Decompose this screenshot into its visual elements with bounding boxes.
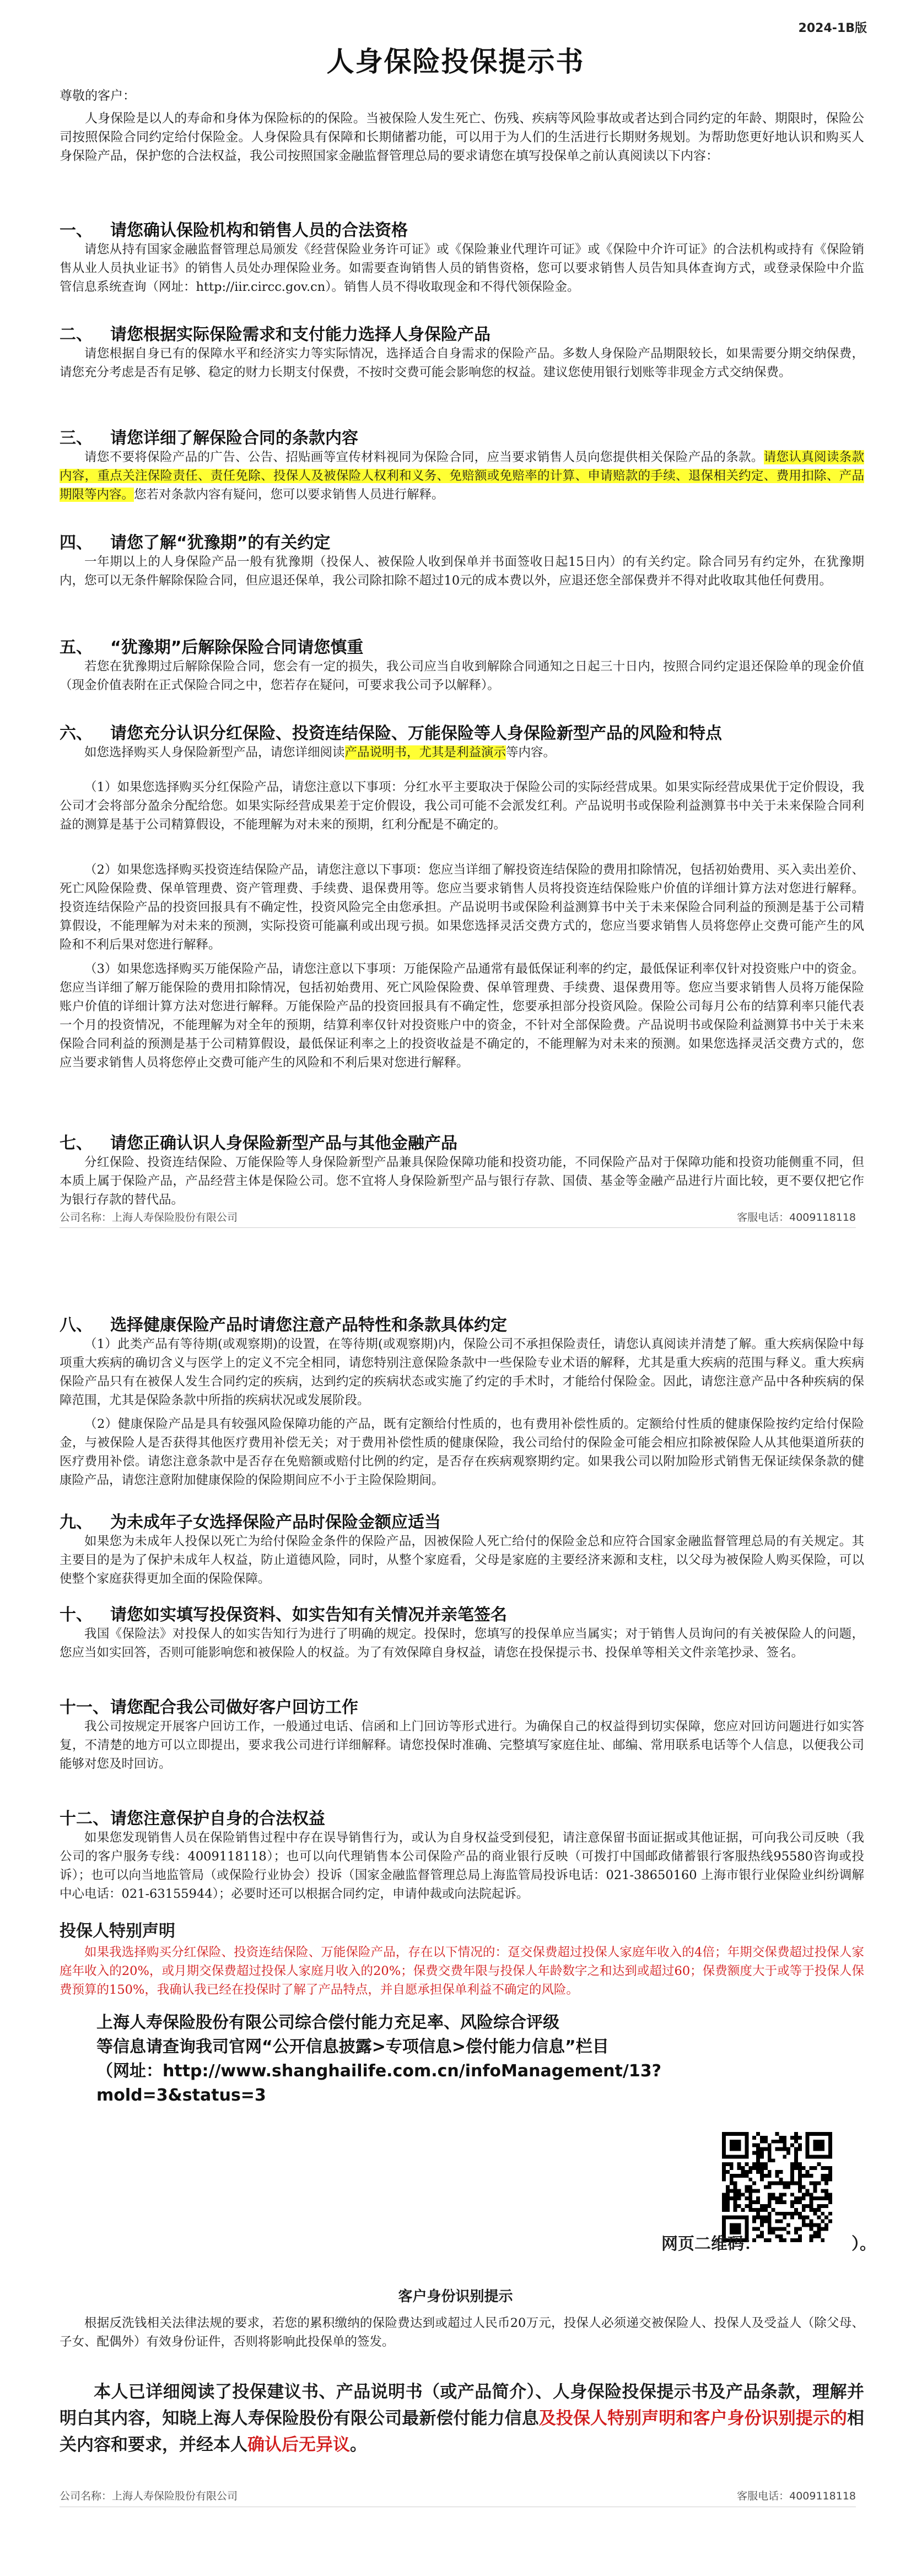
section-6-heading: 六、 请您充分认识分红保险、投资连结保险、万能保险等人身保险新型产品的风险和特点 [60,724,722,743]
section-7-text: 分红保险、投资连结保险、万能保险等人身保险新型产品兼具保险保障功能和投资功能，不同保险产品对于保障功能和投资功能侧重不同，但本质上属于保险产品，产品经营主体是保险公司。您不宜将人身保险新型产品与银行存款、国债、基金等金融产品进行片面比较，更不要仅把它作为银行存款的替代品。 [60,1155,864,1207]
section-1-text: 请您从持有国家金融监督管理总局颁发《经营保险业务许可证》或《保险兼业代理许可证》或《保险中介许可证》的合法机构或持有《保险销售从业人员执业证书》的销售人员处办理保险业务。如需要查询销售人员的销售资格，您可以要求销售人员告知具体查询方式，或登录保险中介监管信息系统查询（网址：http://iir.circc.gov.cn）。销售人员不得收取现金和不得代领保险金。 [60,242,864,294]
highlighted-clause-text: 请您认真阅读条款内容，重点关注保险责任、责任免除、投保人及被保险人权利和义务、免赔额或免赔率的计算、申请赔款的手续、退保相关约定、费用扣除、产品期限等内容。 [60,450,864,502]
section-6-item-1: （1）如果您选择购买分红保险产品，请您注意以下事项：分红水平主要取决于保险公司的实际经营成果。如果实际经营成果优于定价假设，我公司才会将部分盈余分配给您。如果实际经营成果差于定价假设，我公司可能不会派发红利。产品说明书或保险利益测算书中关于未来保险合同利益的测算是基于公司精算假设，不能理解为对未来的预期，红利分配是不确定的。 [60,780,864,832]
section-12-text: 如果您发现销售人员在保险销售过程中存在误导销售行为，或认为自身权益受到侵犯，请注意保留书面证据或其他证据，可向我公司反映（我公司的客户服务专线：4009118118）；也可以向代理销售本公司保险产品的商业银行反映（可拨打中国邮政储蓄银行客服热线95580咨询或投诉）；也可以向当地监管局（或保险行业协会）投诉（国家金融监督管理总局上海监管局投诉电话：021-38650160 上海市银行业保险业纠纷调解中心电话：021-63155944）；必要时还可以根据合同约定，申请仲裁或向法院起诉。 [60,1831,864,1901]
page-title: 人身保险投保提示书 [326,45,585,78]
section-8-heading: 八、 选择健康保险产品时请您注意产品特性和条款具体约定 [60,1316,507,1335]
solvency-url[interactable]: （网址：http://www.shanghailife.com.cn/infoManagement/13?mold=3&status=3 [96,2061,661,2105]
section-5-text: 若您在犹豫期过后解除保险合同，您会有一定的损失，我公司应当自收到解除合同通知之日起三十日内，按照合同约定退还保险单的现金价值（现金价值表附在正式保险合同之中，您若存在疑问，可要求我公司予以解释）。 [60,659,864,692]
customer-id-heading: 客户身份识别提示 [398,2288,513,2305]
closing-statement: 本人已详细阅读了投保建议书、产品说明书（或产品简介）、人身保险投保提示书及产品条款，理解并明白其内容，知晓上海人寿保险股份有限公司最新偿付能力信息及投保人特别声明和客户身份识别提示的相关内容和要求，并经本人确认后无异议。 [60,2382,865,2455]
section-3-heading: 三、 请您详细了解保险合同的条款内容 [60,429,358,448]
section-1-heading: 一、 请您确认保险机构和销售人员的合法资格 [60,221,408,240]
special-declaration-heading: 投保人特别声明 [60,1922,175,1941]
footer-hotline: 客服电话：4009118118 [737,2490,856,2502]
section-11-heading: 十一、请您配合我公司做好客户回访工作 [60,1698,358,1717]
section-2-text: 请您根据自身已有的保障水平和经济实力等实际情况，选择适合自身需求的保险产品。多数人身保险产品期限较长，如果需要分期交纳保费，请您充分考虑是否有足够、稳定的财力长期支付保费，不按时交费可能会影响您的权益。建议您使用银行划账等非现金方式交纳保费。 [60,347,864,380]
section-5-heading: 五、 “犹豫期”后解除保险合同请您慎重 [60,638,364,657]
page-divider [60,1227,856,1228]
salutation: 尊敬的客户： [60,89,136,103]
version-label: 2024-1B版 [798,21,867,35]
solvency-line-1: 上海人寿保险股份有限公司综合偿付能力充足率、风险综合评级 [96,2013,559,2032]
intro-paragraph: 人身保险是以人的寿命和身体为保险标的的保险。当被保险人发生死亡、伤残、疾病等风险事故或者达到合同约定的年龄、期限时，保险公司按照保险合同约定给付保险金。人身保险具有保障和长期储蓄功能，可以用于为人们的生活进行长期财务规划。为帮助您更好地认识和购买人身保险产品，保护您的合法权益，我公司按照国家金融监督管理总局的要求请您在填写投保单之前认真阅读以下内容： [60,111,864,163]
section-9-heading: 九、 为未成年子女选择保险产品时保险金额应适当 [60,1513,441,1532]
section-9-text: 如果您为未成年人投保以死亡为给付保险金条件的保险产品，因被保险人死亡给付的保险金总和应符合国家金融监督管理总局的有关规定。其主要目的是为了保护未成年人权益，防止道德风险，同时，从整个家庭看，父母是家庭的主要经济来源和支柱，以父母为被保险人购买保险，可以使整个家庭获得更加全面的保险保障。 [60,1534,864,1586]
section-6-item-2: （2）如果您选择购买投资连结保险产品，请您注意以下事项：您应当详细了解投资连结保险的费用扣除情况，包括初始费用、买入卖出差价、死亡风险保险费、保单管理费、资产管理费、手续费、退保费用等。您应当要求销售人员将投资连结保险账户价值的详细计算方法对您进行解释。投资连结保险产品的投资回报具有不确定性，投资风险完全由您承担。产品说明书或保险利益测算书中关于未来保险合同利益的预测是基于公司精算假设，不能理解为对未来的预测，实际投资可能赢利或出现亏损。如果您选择灵活交费方式的，您应当要求销售人员将您停止交费可能产生的风险和不利后果对您进行解释。 [60,863,864,952]
section-3-text: 请您不要将保险产品的广告、公告、招贴画等宣传材料视同为保险合同，应当要求销售人员向您提供相关保险产品的条款。请您认真阅读条款内容，重点关注保险责任、责任免除、投保人及被保险人权利和义务、免赔额或免赔率的计算、申请赔款的手续、退保相关约定、费用扣除、产品期限等内容。您若对条款内容有疑问，您可以要求销售人员进行解释。 [60,450,864,502]
qr-code[interactable] [722,2132,832,2242]
section-6-text: 如您选择购买人身保险新型产品，请您详细阅读产品说明书，尤其是利益演示等内容。 [84,745,556,760]
section-4-heading: 四、 请您了解“犹豫期”的有关约定 [60,533,331,553]
qr-code-suffix: ）。 [851,2234,876,2254]
footer-hotline: 客服电话：4009118118 [737,1211,856,1224]
section-7-heading: 七、 请您正确认识人身保险新型产品与其他金融产品 [60,1134,457,1153]
footer-company: 公司名称：上海人寿保险股份有限公司 [60,2490,238,2502]
section-12-heading: 十二、请您注意保护自身的合法权益 [60,1809,325,1828]
page-footer-1 [60,1209,856,1224]
section-8-item-2: （2）健康保险产品是具有较强风险保障功能的产品，既有定额给付性质的，也有费用补偿性质的。定额给付性质的健康保险按约定给付保险金，与被保险人是否获得其他医疗费用补偿无关；对于费用补偿性质的健康保险，我公司给付的保险金可能会相应扣除被保险人从其他渠道所获的医疗费用补偿。请您注意条款中是否存在免赔额或赔付比例的约定，是否存在疾病观察期约定。如果我公司以附加险形式销售无保证续保条款的健康险产品，请您注意附加健康保险的保险期间应不小于主险保险期间。 [60,1417,864,1487]
highlighted-demo-text: 产品说明书，尤其是利益演示 [344,745,506,760]
section-2-heading: 二、 请您根据实际保险需求和支付能力选择人身保险产品 [60,325,490,344]
qr-code-label: 网页二维码： [661,2234,761,2254]
footer-company: 公司名称：上海人寿保险股份有限公司 [60,1211,238,1224]
section-8-item-1: （1）此类产品有等待期(或观察期)的设置，在等待期(或观察期)内，保险公司不承担保险责任，请您认真阅读并清楚了解。重大疾病保险中每项重大疾病的确切含义与医学上的定义不完全相同，请您特别注意保险条款中一些保险专业术语的解释，尤其是重大疾病的范围与释义。重大疾病保险产品只有在被保人发生合同约定的疾病，达到约定的疾病状态或实施了约定的手术时，才能给付保险金。因此，请您注意产品中各种疾病的保障范围，尤其是保险条款中所指的疾病状况或发展阶段。 [60,1337,864,1408]
section-10-text: 我国《保险法》对投保人的如实告知行为进行了明确的规定。投保时，您填写的投保单应当属实；对于销售人员询问的有关被保险人的问题，您应当如实回答，否则可能影响您和被保险人的权益。为了有效保障自身权益，请您在投保提示书、投保单等相关文件亲笔抄录、签名。 [60,1627,864,1660]
customer-id-text: 根据反洗钱相关法律法规的要求，若您的累积缴纳的保险费达到或超过人民币20万元，投保人必须递交被保险人、投保人及受益人（除父母、子女、配偶外）有效身份证件，否则将影响此投保单的签发。 [60,2316,864,2349]
section-4-text: 一年期以上的人身保险产品一般有犹豫期（投保人、被保险人收到保单并书面签收日起15日内）的有关约定。除合同另有约定外，在犹豫期内，您可以无条件解除保险合同，但应退还保单，我公司除扣除不超过10元的成本费以外，应退还您全部保费并不得对此收取其他任何费用。 [60,555,864,588]
solvency-line-2: 等信息请查询我司官网“公开信息披露>专项信息>偿付能力信息”栏目 [96,2037,609,2057]
section-10-heading: 十、 请您如实填写投保资料、如实告知有关情况并亲笔签名 [60,1605,507,1625]
special-declaration-text: 如果我选择购买分红保险、投资连结保险、万能保险产品，存在以下情况的：趸交保费超过投保人家庭年收入的4倍；年期交保费超过投保人家庭年收入的20%，或月期交保费超过投保人家庭月收入的20%；保费交费年限与投保人年龄数字之和达到或超过60；保费额度大于或等于投保人保费预算的150%，我确认我已经在投保时了解了产品特点，并自愿承担保单利益不确定的风险。 [60,1945,864,1997]
section-11-text: 我公司按规定开展客户回访工作，一般通过电话、信函和上门回访等形式进行。为确保自己的权益得到切实保障，您应对回访问题进行如实答复，不清楚的地方可以立即提出，要求我公司进行详细解释。请您投保时准确、完整填写家庭住址、邮编、常用联系电话等个人信息，以便我公司能够对您及时回访。 [60,1719,864,1771]
section-6-item-3: （3）如果您选择购买万能保险产品，请您注意以下事项：万能保险产品通常有最低保证利率的约定，最低保证利率仅针对投资账户中的资金。您应当详细了解万能保险的费用扣除情况，包括初始费用、死亡风险保险费、保单管理费、手续费、退保费用等。您应当要求销售人员将万能保险账户价值的详细计算方法对您进行解释。万能保险产品的投资回报具有不确定性，您要承担部分投资风险。保险公司每月公布的结算利率只能代表一个月的投资情况，不能理解为对全年的预期，结算利率仅针对投资账户中的资金，不针对全部保险费。产品说明书或保险利益测算书中关于未来保险合同利益的预测是基于公司精算假设，最低保证利率之上的投资收益是不确定的，不能理解为对未来的预测。如果您选择灵活交费方式的，您应当要求销售人员将您停止交费可能产生的风险和不利后果对您进行解释。 [60,962,864,1070]
page-footer-2 [60,2488,856,2503]
solvency-info-block [96,2011,829,2108]
